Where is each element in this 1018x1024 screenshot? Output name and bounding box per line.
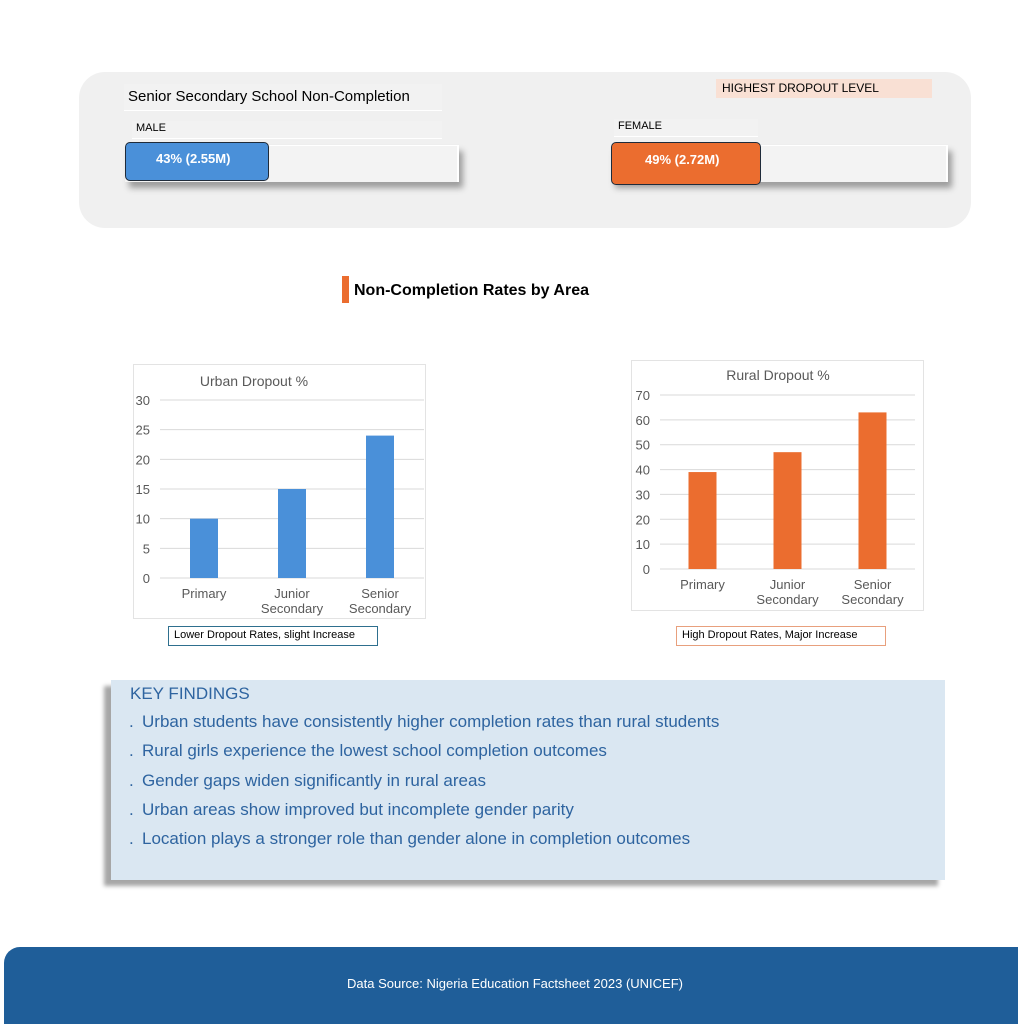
rural-category-line: Junior bbox=[769, 577, 806, 592]
urban-bar bbox=[278, 489, 306, 578]
key-findings-title: KEY FINDINGS bbox=[130, 684, 250, 703]
rural-category-label bbox=[680, 577, 725, 592]
male-value-bar: 43% (2.55M) bbox=[125, 142, 269, 181]
bullet-dot: . bbox=[129, 741, 134, 760]
bullet-dot: . bbox=[129, 800, 134, 819]
urban-category-line: Junior bbox=[274, 586, 310, 601]
urban-y-tick-label: 25 bbox=[135, 422, 150, 438]
bullet-dot: . bbox=[129, 771, 134, 790]
rural-chart bbox=[631, 360, 924, 611]
urban-category-line: Primary bbox=[181, 586, 227, 601]
highest-dropout-badge: HIGHEST DROPOUT LEVEL bbox=[716, 79, 932, 98]
bullet-dot: . bbox=[129, 712, 134, 731]
urban-y-tick-label: 10 bbox=[135, 511, 150, 527]
finding-text: Rural girls experience the lowest school completion outcomes bbox=[142, 741, 607, 760]
rural-chart-svg bbox=[632, 361, 923, 610]
urban-chart-title: Urban Dropout % bbox=[199, 373, 309, 389]
urban-y-tick-label: 0 bbox=[142, 571, 150, 586]
summary-title: Senior Secondary School Non-Completion bbox=[124, 84, 442, 110]
urban-bar bbox=[190, 519, 218, 578]
urban-category-line: Secondary bbox=[260, 601, 324, 616]
urban-chart bbox=[133, 364, 426, 619]
urban-note: Lower Dropout Rates, slight Increase bbox=[168, 626, 378, 646]
rural-category-line: Secondary bbox=[756, 592, 819, 607]
rural-y-tick-label: 20 bbox=[635, 512, 650, 528]
rural-y-tick-label: 40 bbox=[635, 462, 650, 478]
rural-y-tick-label: 10 bbox=[635, 537, 650, 553]
female-value-bar: 49% (2.72M) bbox=[611, 142, 761, 185]
rural-bar bbox=[774, 452, 802, 569]
rural-bar bbox=[859, 412, 887, 569]
rural-category-line: Senior bbox=[853, 577, 892, 592]
rural-category-line: Secondary bbox=[841, 592, 904, 607]
finding-text: Urban areas show improved but incomplete gender parity bbox=[142, 800, 574, 819]
rural-note: High Dropout Rates, Major Increase bbox=[676, 626, 886, 646]
finding-item bbox=[129, 829, 690, 849]
rural-category-line: Primary bbox=[680, 577, 725, 592]
rural-bar bbox=[689, 472, 717, 569]
urban-y-tick-label: 15 bbox=[135, 482, 150, 497]
urban-chart-svg bbox=[134, 365, 425, 618]
rural-chart-title: Rural Dropout % bbox=[726, 367, 830, 383]
data-source: Data Source: Nigeria Education Factsheet 2023 (UNICEF) bbox=[347, 976, 683, 991]
section-title: Non-Completion Rates by Area bbox=[354, 282, 589, 299]
urban-category-line: Secondary bbox=[348, 601, 412, 616]
urban-y-tick-label: 30 bbox=[135, 393, 150, 408]
rural-category-label bbox=[841, 577, 904, 607]
finding-text: Location plays a stronger role than gender alone in completion outcomes bbox=[142, 829, 691, 848]
female-label: FEMALE bbox=[614, 119, 758, 136]
finding-item bbox=[129, 771, 486, 791]
urban-category-label bbox=[349, 586, 412, 616]
rural-y-tick-label: 0 bbox=[642, 562, 650, 577]
bullet-dot: . bbox=[129, 829, 134, 848]
urban-y-tick-label: 20 bbox=[135, 452, 150, 468]
rural-y-tick-label: 30 bbox=[635, 487, 650, 503]
rural-y-tick-label: 50 bbox=[635, 437, 650, 453]
urban-y-tick-label: 5 bbox=[142, 541, 150, 557]
rural-category-label bbox=[756, 577, 819, 607]
urban-category-label bbox=[182, 586, 227, 601]
urban-category-line: Senior bbox=[361, 586, 399, 601]
rural-y-tick-label: 60 bbox=[635, 412, 650, 428]
finding-item bbox=[129, 800, 574, 820]
section-marker bbox=[342, 276, 349, 303]
finding-text: Urban students have consistently higher completion rates than rural students bbox=[142, 712, 720, 731]
finding-item bbox=[129, 712, 719, 732]
finding-item bbox=[129, 741, 607, 761]
urban-bar bbox=[366, 436, 394, 578]
male-label: MALE bbox=[132, 121, 442, 138]
urban-category-label bbox=[261, 586, 324, 616]
finding-text: Gender gaps widen significantly in rural areas bbox=[142, 771, 486, 790]
rural-y-tick-label: 70 bbox=[635, 388, 650, 403]
